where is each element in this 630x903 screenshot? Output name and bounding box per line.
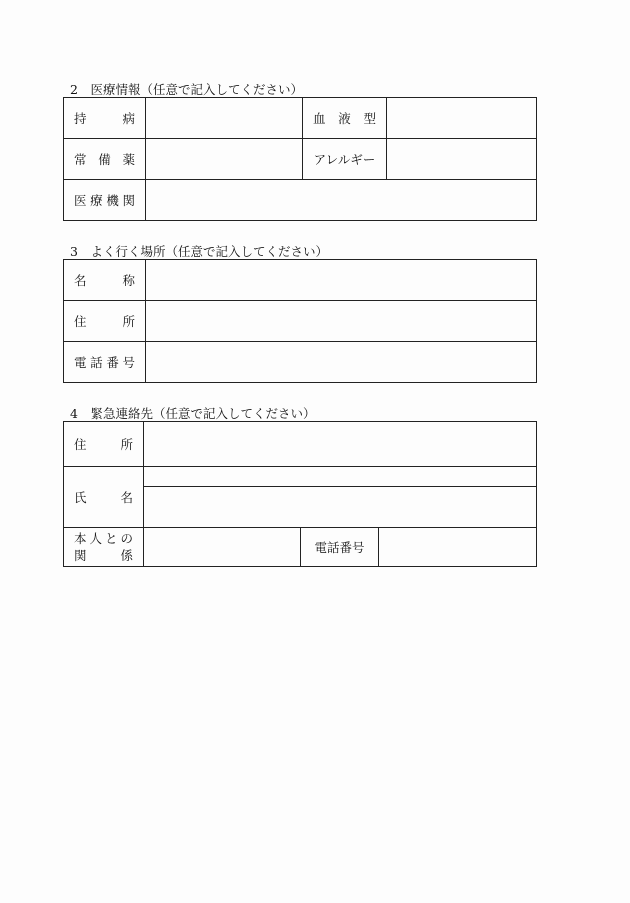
label-medical-institution: 医 療 機 関 (64, 180, 146, 221)
label-regular-medicine: 常 備 薬 (64, 139, 146, 180)
section-title-medical: 2 医療情報（任意で記入してください） (70, 82, 303, 97)
label-contact-address: 住 所 (64, 422, 144, 467)
place-address-field[interactable] (146, 301, 537, 342)
section-title-places: 3 よく行く場所（任意で記入してください） (70, 244, 328, 259)
section-title-emergency: 4 緊急連絡先（任意で記入してください） (70, 406, 316, 421)
places-table (63, 259, 537, 383)
relationship-field[interactable] (144, 528, 301, 567)
allergy-field[interactable] (387, 139, 537, 180)
label-contact-phone: 電話番号 (301, 528, 379, 567)
label-allergy: アレルギー (303, 139, 387, 180)
emergency-contact-table (63, 421, 537, 567)
chronic-illness-field[interactable] (146, 98, 303, 139)
label-relationship: 本 人 と の 関 係 (64, 528, 144, 567)
label-place-name: 名 称 (64, 260, 146, 301)
place-phone-field[interactable] (146, 342, 537, 383)
blood-type-field[interactable] (387, 98, 537, 139)
contact-phone-field[interactable] (379, 528, 537, 567)
label-contact-name: 氏 名 (64, 467, 144, 528)
contact-name-reading-field[interactable] (144, 467, 537, 487)
label-blood-type: 血 液 型 (303, 98, 387, 139)
contact-name-field[interactable] (144, 487, 537, 528)
label-place-address: 住 所 (64, 301, 146, 342)
medical-institution-field[interactable] (146, 180, 537, 221)
label-place-phone: 電 話 番 号 (64, 342, 146, 383)
label-chronic-illness: 持 病 (64, 98, 146, 139)
place-name-field[interactable] (146, 260, 537, 301)
regular-medicine-field[interactable] (146, 139, 303, 180)
contact-address-field[interactable] (144, 422, 537, 467)
medical-info-table (63, 97, 537, 221)
